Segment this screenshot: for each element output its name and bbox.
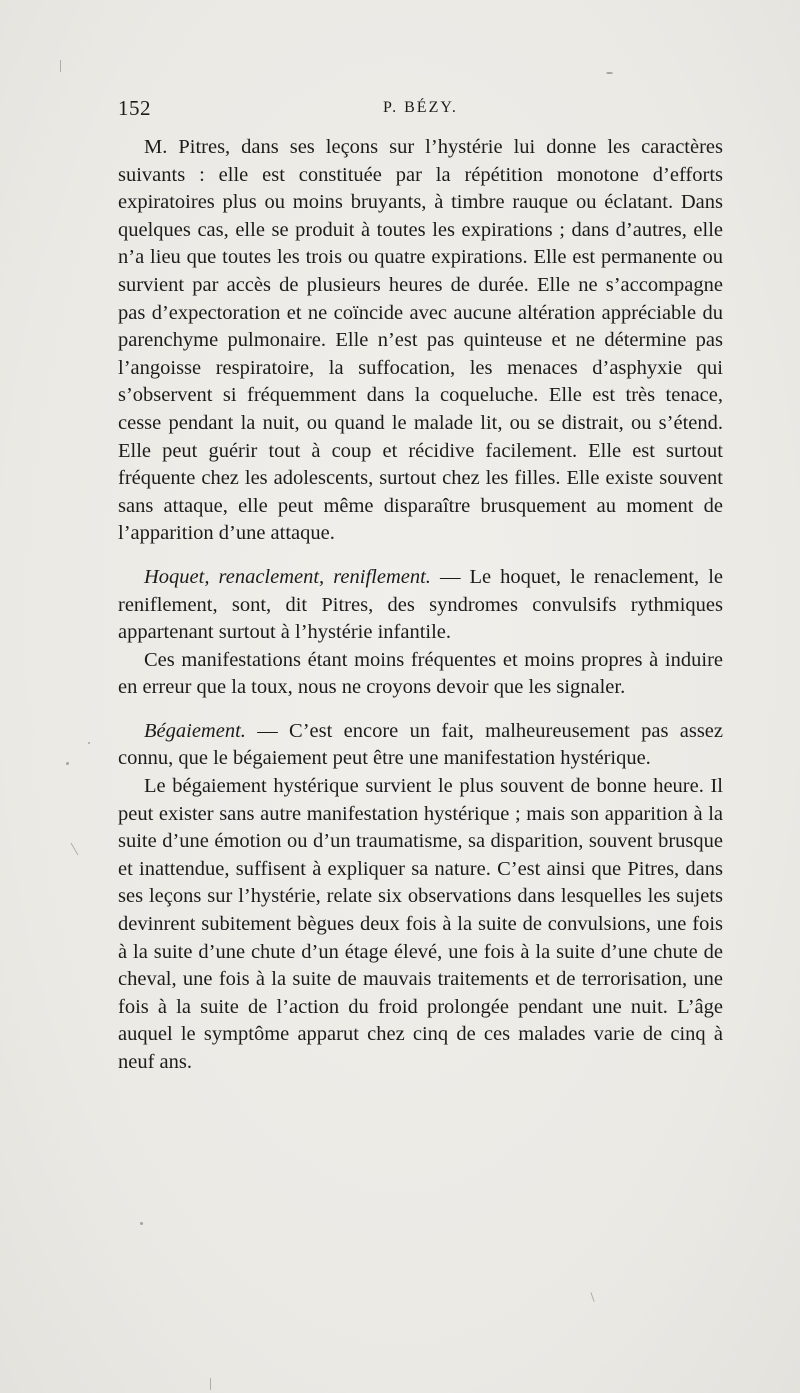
paper-mark [71,843,79,856]
paper-speck [66,762,69,765]
paragraph-manifestations [118,647,723,702]
paragraph-text: — Le hoquet, le renaclement, le reniflement, sont, dit Pitres, des syndromes convulsifs rythmiques appartenant surtout à l’hystérie infantile. [118,565,723,644]
body-text [118,134,723,1077]
section-heading-begaiement: Bégaiement. [144,719,246,742]
paper-mark [210,1378,211,1390]
paper-speck [606,72,613,74]
paragraph-text: M. Pitres, dans ses leçons sur l’hystérie lui donne les caractères suivants : elle est constituée par la répétition monotone d’efforts expiratoires plus ou moins bruyants, à timbre rauque ou éclatant. Dans quelques cas, elle se produit à toutes les expirations ; dans d’autres, elle n’a lieu que toutes les trois ou quatre expirations. Elle est permanente ou survient par accès de plusieurs heures de durée. Elle ne s’accompagne pas d’expectoration et ne coïncide avec aucune altération appréciable du parenchyme pulmonaire. Elle n’est pas quinteuse et ne détermine pas l’angoisse respiratoire, la suffocation, les menaces d’asphyxie qui s’observent si fréquemment dans la coqueluche. Elle est très tenace, cesse pendant la nuit, ou quand le malade lit, ou se distrait, ou s’étend. Elle peut guérir tout à coup et récidive facilement. Elle est surtout fréquente chez les adolescents, surtout chez les filles. Elle existe souvent sans attaque, elle peut même disparaître brusquement au moment de l’apparition d’une attaque. [118,136,723,545]
paper-speck [88,742,90,744]
paragraph-begaiement [118,718,723,773]
running-head: P. BÉZY. [383,99,458,116]
paper-mark [60,60,61,72]
paragraph-text: — C’est encore un fait, malheureusement pas assez connu, que le bégaiement peut être une manifestation hystérique. [118,719,723,770]
paragraph-hoquet [118,564,723,647]
paragraph-text: Ces manifestations étant moins fréquentes et moins propres à induire en erreur que la toux, nous ne croyons devoir que les signaler. [118,648,723,699]
paragraph-pitres-description [118,134,723,548]
section-heading-hoquet: Hoquet, renaclement, reniflement. [144,565,431,588]
paragraph-begaiement-hysterique [118,773,723,1077]
paper-mark [590,1292,594,1302]
paper-speck [140,1222,143,1225]
page-number: 152 [118,96,151,120]
page-header [118,96,723,122]
paragraph-text: Le bégaiement hystérique survient le plus souvent de bonne heure. Il peut exister sans autre manifestation hystérique ; mais son apparition à la suite d’une émotion ou d’un traumatisme, sa disparition, souvent brusque et inattendue, suffisent à expliquer sa nature. C’est ainsi que Pitres, dans ses leçons sur l’hystérie, relate six observations dans lesquelles les sujets devinrent subitement bègues deux fois à la suite de convulsions, une fois à la suite d’une chute d’un étage élevé, une fois à la suite d’une chute de cheval, une fois à la suite de mauvais traitements et de terrorisation, une fois à la suite de l’action du froid prolongée pendant une nuit. L’âge auquel le symptôme apparut chez cinq de ces malades varie de cinq à neuf ans. [118,775,723,1073]
